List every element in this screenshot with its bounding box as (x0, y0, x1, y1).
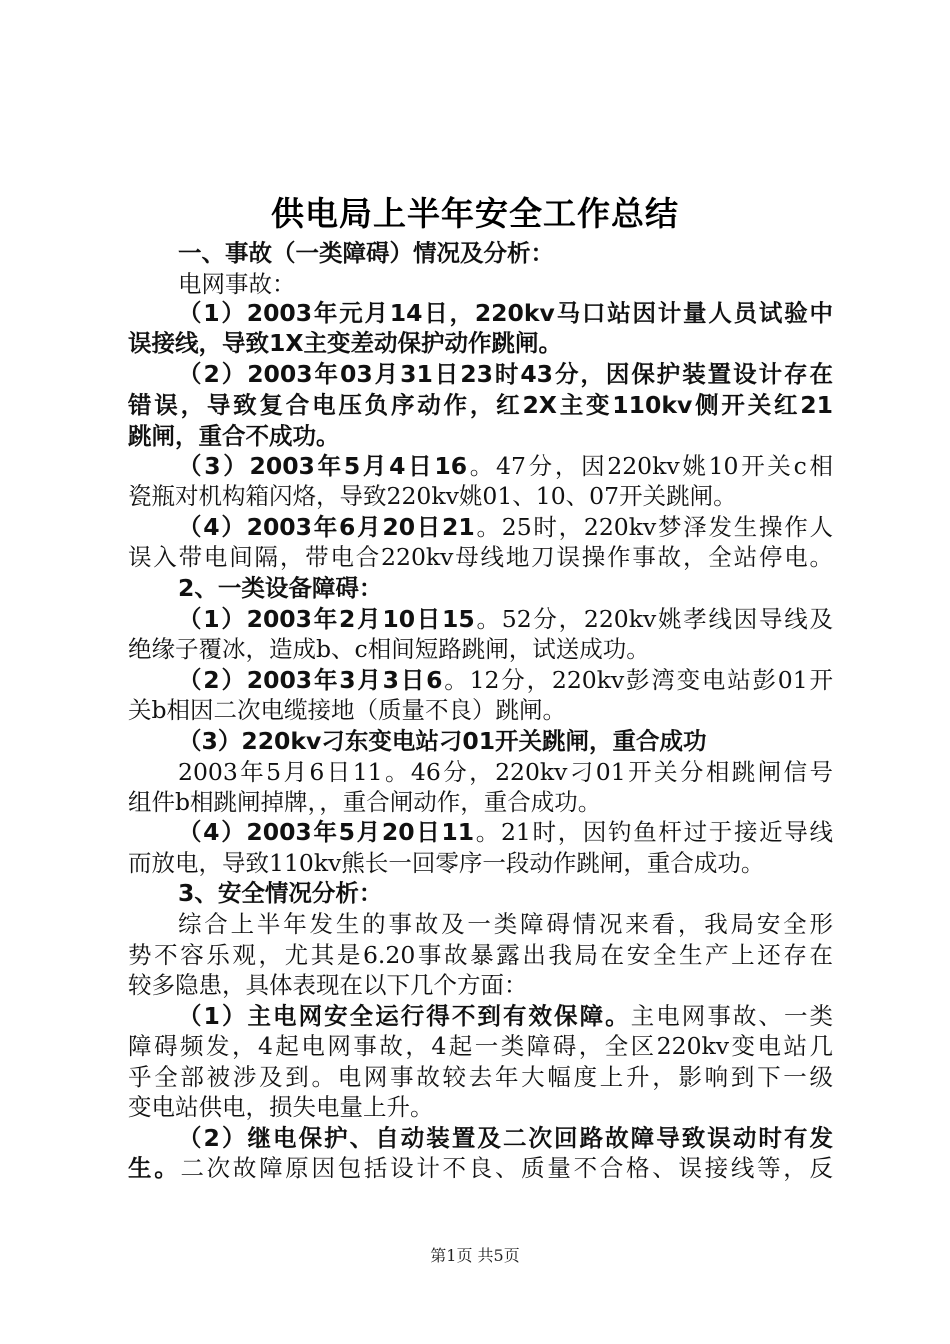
text-line (128, 877, 833, 909)
text-normal: 关b相因二次电缆接地（质量不良）跳闸。 (128, 696, 567, 724)
text-bold: 误接线，导致1X主变差动保护动作跳闸。 (128, 329, 562, 357)
text-normal: 二次故障原因包括设计不良、质量不合格、误接线等，反 (180, 1154, 833, 1182)
text-normal: 综合上半年发生的事故及一类障碍情况来看，我局安全形 (178, 910, 833, 938)
text-bold: 跳闸，重合不成功。 (128, 422, 340, 450)
text-line (128, 756, 833, 788)
text-line (128, 603, 833, 635)
text-bold: （4）2003年6月20日21 (178, 513, 475, 541)
text-line (128, 969, 833, 1001)
text-line (128, 1122, 833, 1154)
text-normal: 。12分，220kv彭湾变电站彭01开 (442, 666, 833, 694)
text-line (128, 1030, 833, 1062)
text-bold: 一、事故（一类障碍）情况及分析： (178, 239, 554, 267)
text-normal: 势不容乐观，尤其是6.20事故暴露出我局在安全生产上还存在 (128, 941, 833, 969)
page-title: 供电局上半年安全工作总结 (271, 194, 679, 233)
page-footer: 第1页 共5页 (430, 1246, 520, 1265)
text-bold: 3、安全情况分析： (178, 879, 383, 907)
text-line (128, 237, 833, 269)
text-line (128, 358, 833, 390)
text-line (128, 1152, 833, 1184)
text-normal: 而放电，导致110kv熊长一回零序一段动作跳闸，重合成功。 (128, 849, 765, 877)
text-line (128, 389, 833, 421)
text-line (128, 908, 833, 940)
text-line (128, 268, 833, 300)
text-line (128, 1061, 833, 1093)
text-normal: 误入带电间隔，带电合220kv母线地刀误操作事故，全站停电。 (128, 543, 833, 571)
text-line (128, 786, 833, 818)
text-line (128, 847, 833, 879)
text-line (128, 1091, 833, 1123)
text-normal: 主电网事故、一类 (630, 1002, 833, 1030)
text-normal: 。52分，220kv姚孝线因导线及 (474, 605, 833, 633)
text-normal: 乎全部被涉及到。电网事故较去年大幅度上升，影响到下一级 (128, 1063, 833, 1091)
text-line (128, 1000, 833, 1032)
text-normal: 组件b相跳闸掉牌，，重合闸动作，重合成功。 (128, 788, 602, 816)
text-bold: （3）2003年5月4日16 (178, 452, 468, 480)
text-line (128, 816, 833, 848)
text-bold: （2）继电保护、自动装置及二次回路故障导致误动时有发 (178, 1124, 833, 1152)
text-bold: （2）2003年03月31日23时43分，因保护装置设计存在 (178, 360, 833, 388)
text-bold: 错误，导致复合电压负序动作，红2X主变110kv侧开关红21 (128, 391, 833, 419)
text-normal: 电网事故： (178, 270, 296, 298)
text-line (128, 327, 833, 359)
text-line (128, 572, 833, 604)
text-bold: （3）220kv刁东变电站刁01开关跳闸，重合成功 (178, 727, 707, 755)
text-normal: 变电站供电，损失电量上升。 (128, 1093, 434, 1121)
text-normal: 障碍频发，4起电网事故，4起一类障碍，全区220kv变电站几 (128, 1032, 833, 1060)
text-normal: 2003年5月6日11。46分，220kv刁01开关分相跳闸信号 (178, 758, 833, 786)
text-bold: （1）2003年2月10日15 (178, 605, 475, 633)
text-bold: （1）2003年元月14日，220kv马口站因计量人员试验中 (178, 299, 833, 327)
text-line (128, 297, 833, 329)
text-line (128, 725, 833, 757)
text-normal: 绝缘子覆冰，造成b、c相间短路跳闸，试送成功。 (128, 635, 650, 663)
text-line (128, 541, 833, 573)
text-normal: 。25时，220kv梦泽发生操作人 (474, 513, 833, 541)
text-normal: 瓷瓶对机构箱闪烙，导致220kv姚01、10、07开关跳闸。 (128, 482, 737, 510)
text-line (128, 664, 833, 696)
text-bold: （2）2003年3月3日6 (178, 666, 443, 694)
text-line (128, 694, 833, 726)
text-line (128, 939, 833, 971)
text-bold: （4）2003年5月20日11 (178, 818, 475, 846)
text-normal: 。21时，因钓鱼杆过于接近导线 (474, 818, 833, 846)
text-normal: 。47分，因220kv姚10开关c相 (467, 452, 833, 480)
text-bold: 生。 (128, 1154, 181, 1182)
text-line (128, 480, 833, 512)
text-bold: （1）主电网安全运行得不到有效保障。 (178, 1002, 631, 1030)
text-line (128, 450, 833, 482)
text-normal: 较多隐患，具体表现在以下几个方面： (128, 971, 528, 999)
text-bold: 2、一类设备障碍： (178, 574, 383, 602)
text-line (128, 633, 833, 665)
text-line (128, 420, 833, 452)
text-line (128, 511, 833, 543)
